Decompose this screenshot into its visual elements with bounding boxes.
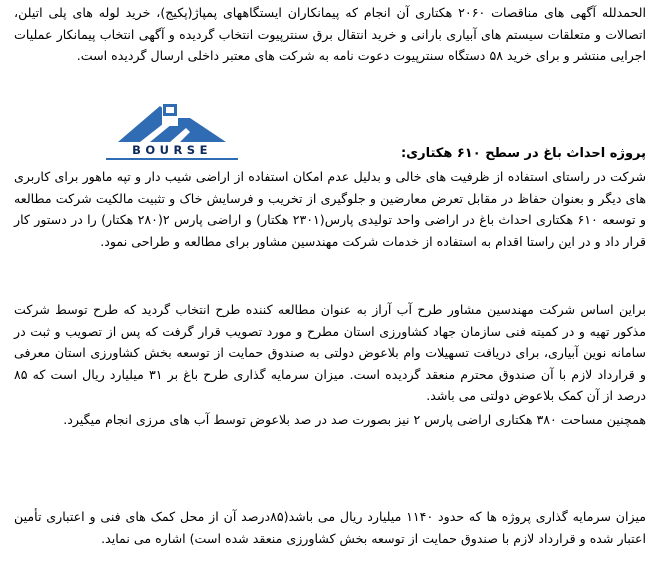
- bourse-logo-icon: [100, 100, 244, 144]
- paragraph-tenders: الحمدلله آگهی های مناقصات ۲۰۶۰ هکتاری آن انجام که پیمانکاران ایستگاههای پمپاژ(پکیج)، خرید لوله های پلی اتیلن، اتصالات و متعلقات سیستم های آبیاری بارانی و خرید انتقال برق سنترپیوت انتخاب گردیده و آگهی انتخاب پیمانکار عملیات اجرایی منتشر و برای خرید ۵۸ دستگاه سنترپیوت دعوت نامه به شرکت های معتبر داخلی ارسال گردیده است.: [14, 5, 646, 64]
- section-heading-orchard: پروژه احداث باغ در سطح ۶۱۰ هکتاری:: [400, 146, 646, 161]
- bourse-logo: [100, 100, 244, 162]
- bourse-wordmark: BOURSE: [132, 143, 212, 157]
- paragraph-orchard-intro: شرکت در راستای استفاده از ظرفیت های خالی و بدلیل عدم امکان استفاده از اراضی شیب دار و تپه ماهور برای کاربری های دیگر و بعنوان حفاظ در مقابل تعرض معارضین و جلوگیری از تخریب و فرسایش خاک و تثبیت مالکیت شرکت مطالعه و توسعه ۶۱۰ هکتاری احداث باغ در اراضی واحد تولیدی پارس(۲۳۰۱ هکتار) و اراضی پارس ۲(۲۸۰ هکتار) را در دستور کار قرار داد و در این راستا اقدام به استفاده از خدمات شرکت مهندسین مشاور برای مطالعه و طراحی نمود.: [14, 169, 646, 249]
- logo-underline: [106, 158, 238, 160]
- paragraph-consultant: براین اساس شرکت مهندسین مشاور طرح آب آراز به عنوان مطالعه کننده طرح انتخاب گردید که طرح توسط شرکت مذکور تهیه و در کمیته فنی سازمان جهاد کشاورزی استان مطرح و مورد تصویب قرار گرفت که پس از تصویب و ثبت در سامانه نوین آبیاری، برای دریافت تسهیلات وام بلاعوض دولتی به صندوق حمایت از توسعه بخش کشاورزی استان معرفی و قرارداد لازم با آن صندوق محترم منعقد گردیده است. میزان سرمایه گذاری طرح باغ بر ۳۱ میلیارد ریال است که ۸۵ درصد از آن کمک بلاعوض دولتی می باشد.: [14, 302, 646, 404]
- paragraph-investment: میزان سرمایه گذاری پروژه ها که حدود ۱۱۴۰ میلیارد ریال می باشد(۸۵درصد آن از محل کمک های فنی و اعتباری تأمین اعتبار شده و قرارداد لازم با صندوق حمایت از توسعه بخش کشاورزی منعقد شده است) اشاره می نماید.: [14, 509, 646, 546]
- paragraph-pars2: همچنین مساحت ۳۸۰ هکتاری اراضی پارس ۲ نیز بصورت صد در صد بلاعوض توسط آب های مرزی انجام میگیرد.: [63, 412, 646, 427]
